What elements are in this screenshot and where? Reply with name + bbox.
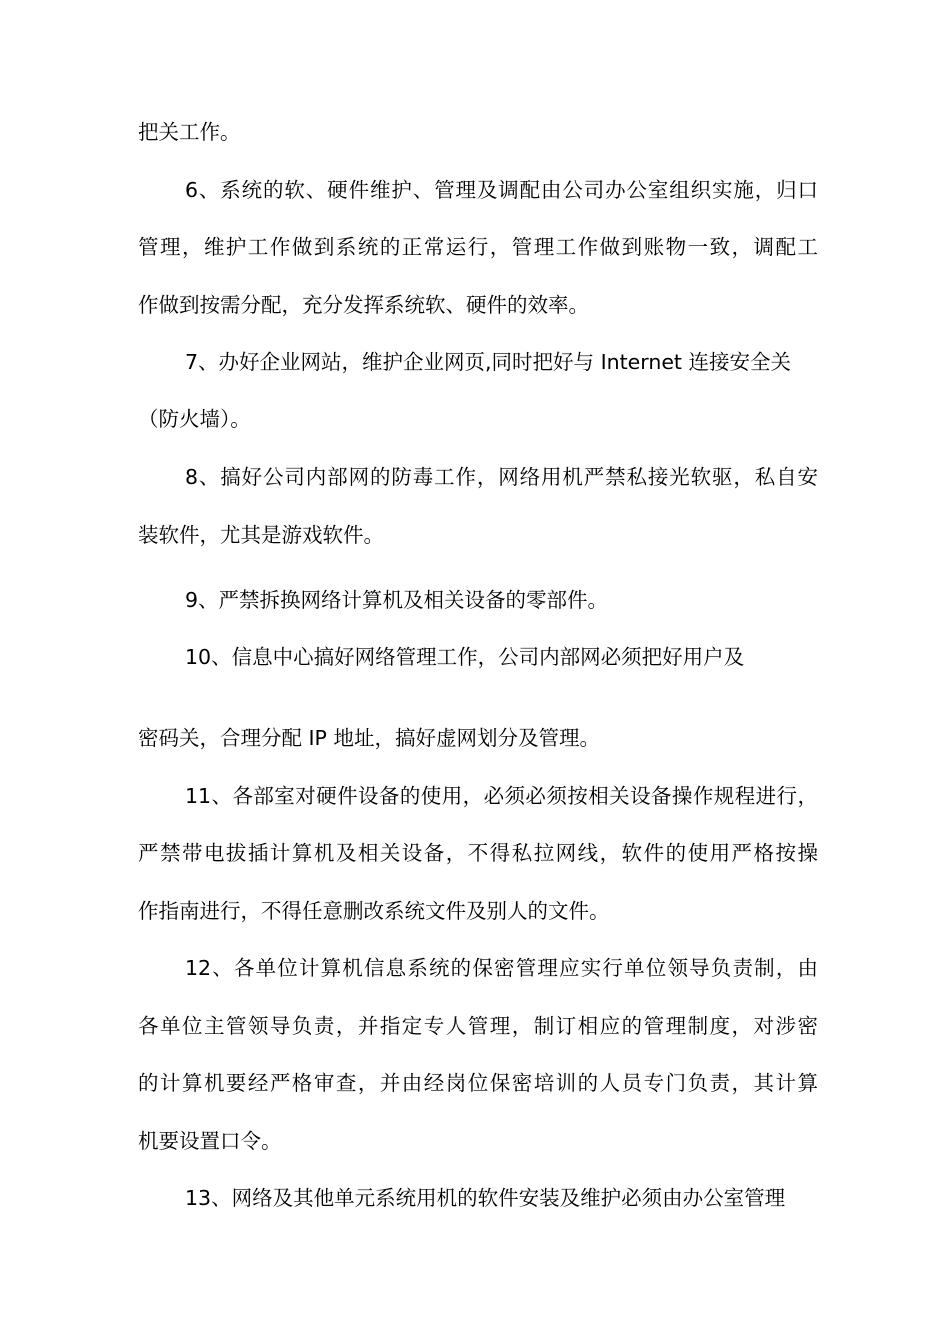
paragraph-10-line-1: 10、信息中心搞好网络管理工作，公司内部网必须把好用户及 <box>185 645 745 669</box>
paragraph-7-line-2: （防火墙）。 <box>138 407 251 431</box>
paragraph-12-line-1: 12、各单位计算机信息系统的保密管理应实行单位领导负责制，由 <box>185 956 818 980</box>
text-line: 把关工作。 <box>138 120 241 144</box>
paragraph-10-line-2: 密码关，合理分配 IP 地址，搞好虚网划分及管理。 <box>138 726 600 750</box>
paragraph-8-line-2: 装软件，尤其是游戏软件。 <box>138 523 384 547</box>
paragraph-11-line-2: 严禁带电拔插计算机及相关设备，不得私拉网线，软件的使用严格按操 <box>138 841 818 865</box>
paragraph-6-line-1: 6、系统的软、硬件维护、管理及调配由公司办公室组织实施，归口 <box>185 178 818 202</box>
paragraph-8-line-1: 8、搞好公司内部网的防毒工作，网络用机严禁私接光软驱，私自安 <box>185 465 818 489</box>
paragraph-6-line-2: 管理，维护工作做到系统的正常运行，管理工作做到账物一致，调配工 <box>138 235 818 259</box>
paragraph-6-line-3: 作做到按需分配，充分发挥系统软、硬件的效率。 <box>138 293 589 317</box>
paragraph-9-line-1: 9、严禁拆换网络计算机及相关设备的零部件。 <box>185 588 609 612</box>
paragraph-12-line-2: 各单位主管领导负责，并指定专人管理，制订相应的管理制度，对涉密 <box>138 1014 818 1038</box>
paragraph-12-line-3: 的计算机要经严格审查，并由经岗位保密培训的人员专门负责，其计算 <box>138 1071 818 1095</box>
paragraph-11-line-3: 作指南进行，不得任意删改系统文件及别人的文件。 <box>138 899 610 923</box>
paragraph-7-line-1: 7、办好企业网站，维护企业网页,同时把好与 Internet 连接安全关 <box>185 350 791 374</box>
paragraph-12-line-4: 机要设置口令。 <box>138 1129 282 1153</box>
paragraph-11-line-1: 11、各部室对硬件设备的使用，必须必须按相关设备操作规程进行， <box>185 784 818 808</box>
paragraph-13-line-1: 13、网络及其他单元系统用机的软件安装及维护必须由办公室管理 <box>185 1186 786 1210</box>
